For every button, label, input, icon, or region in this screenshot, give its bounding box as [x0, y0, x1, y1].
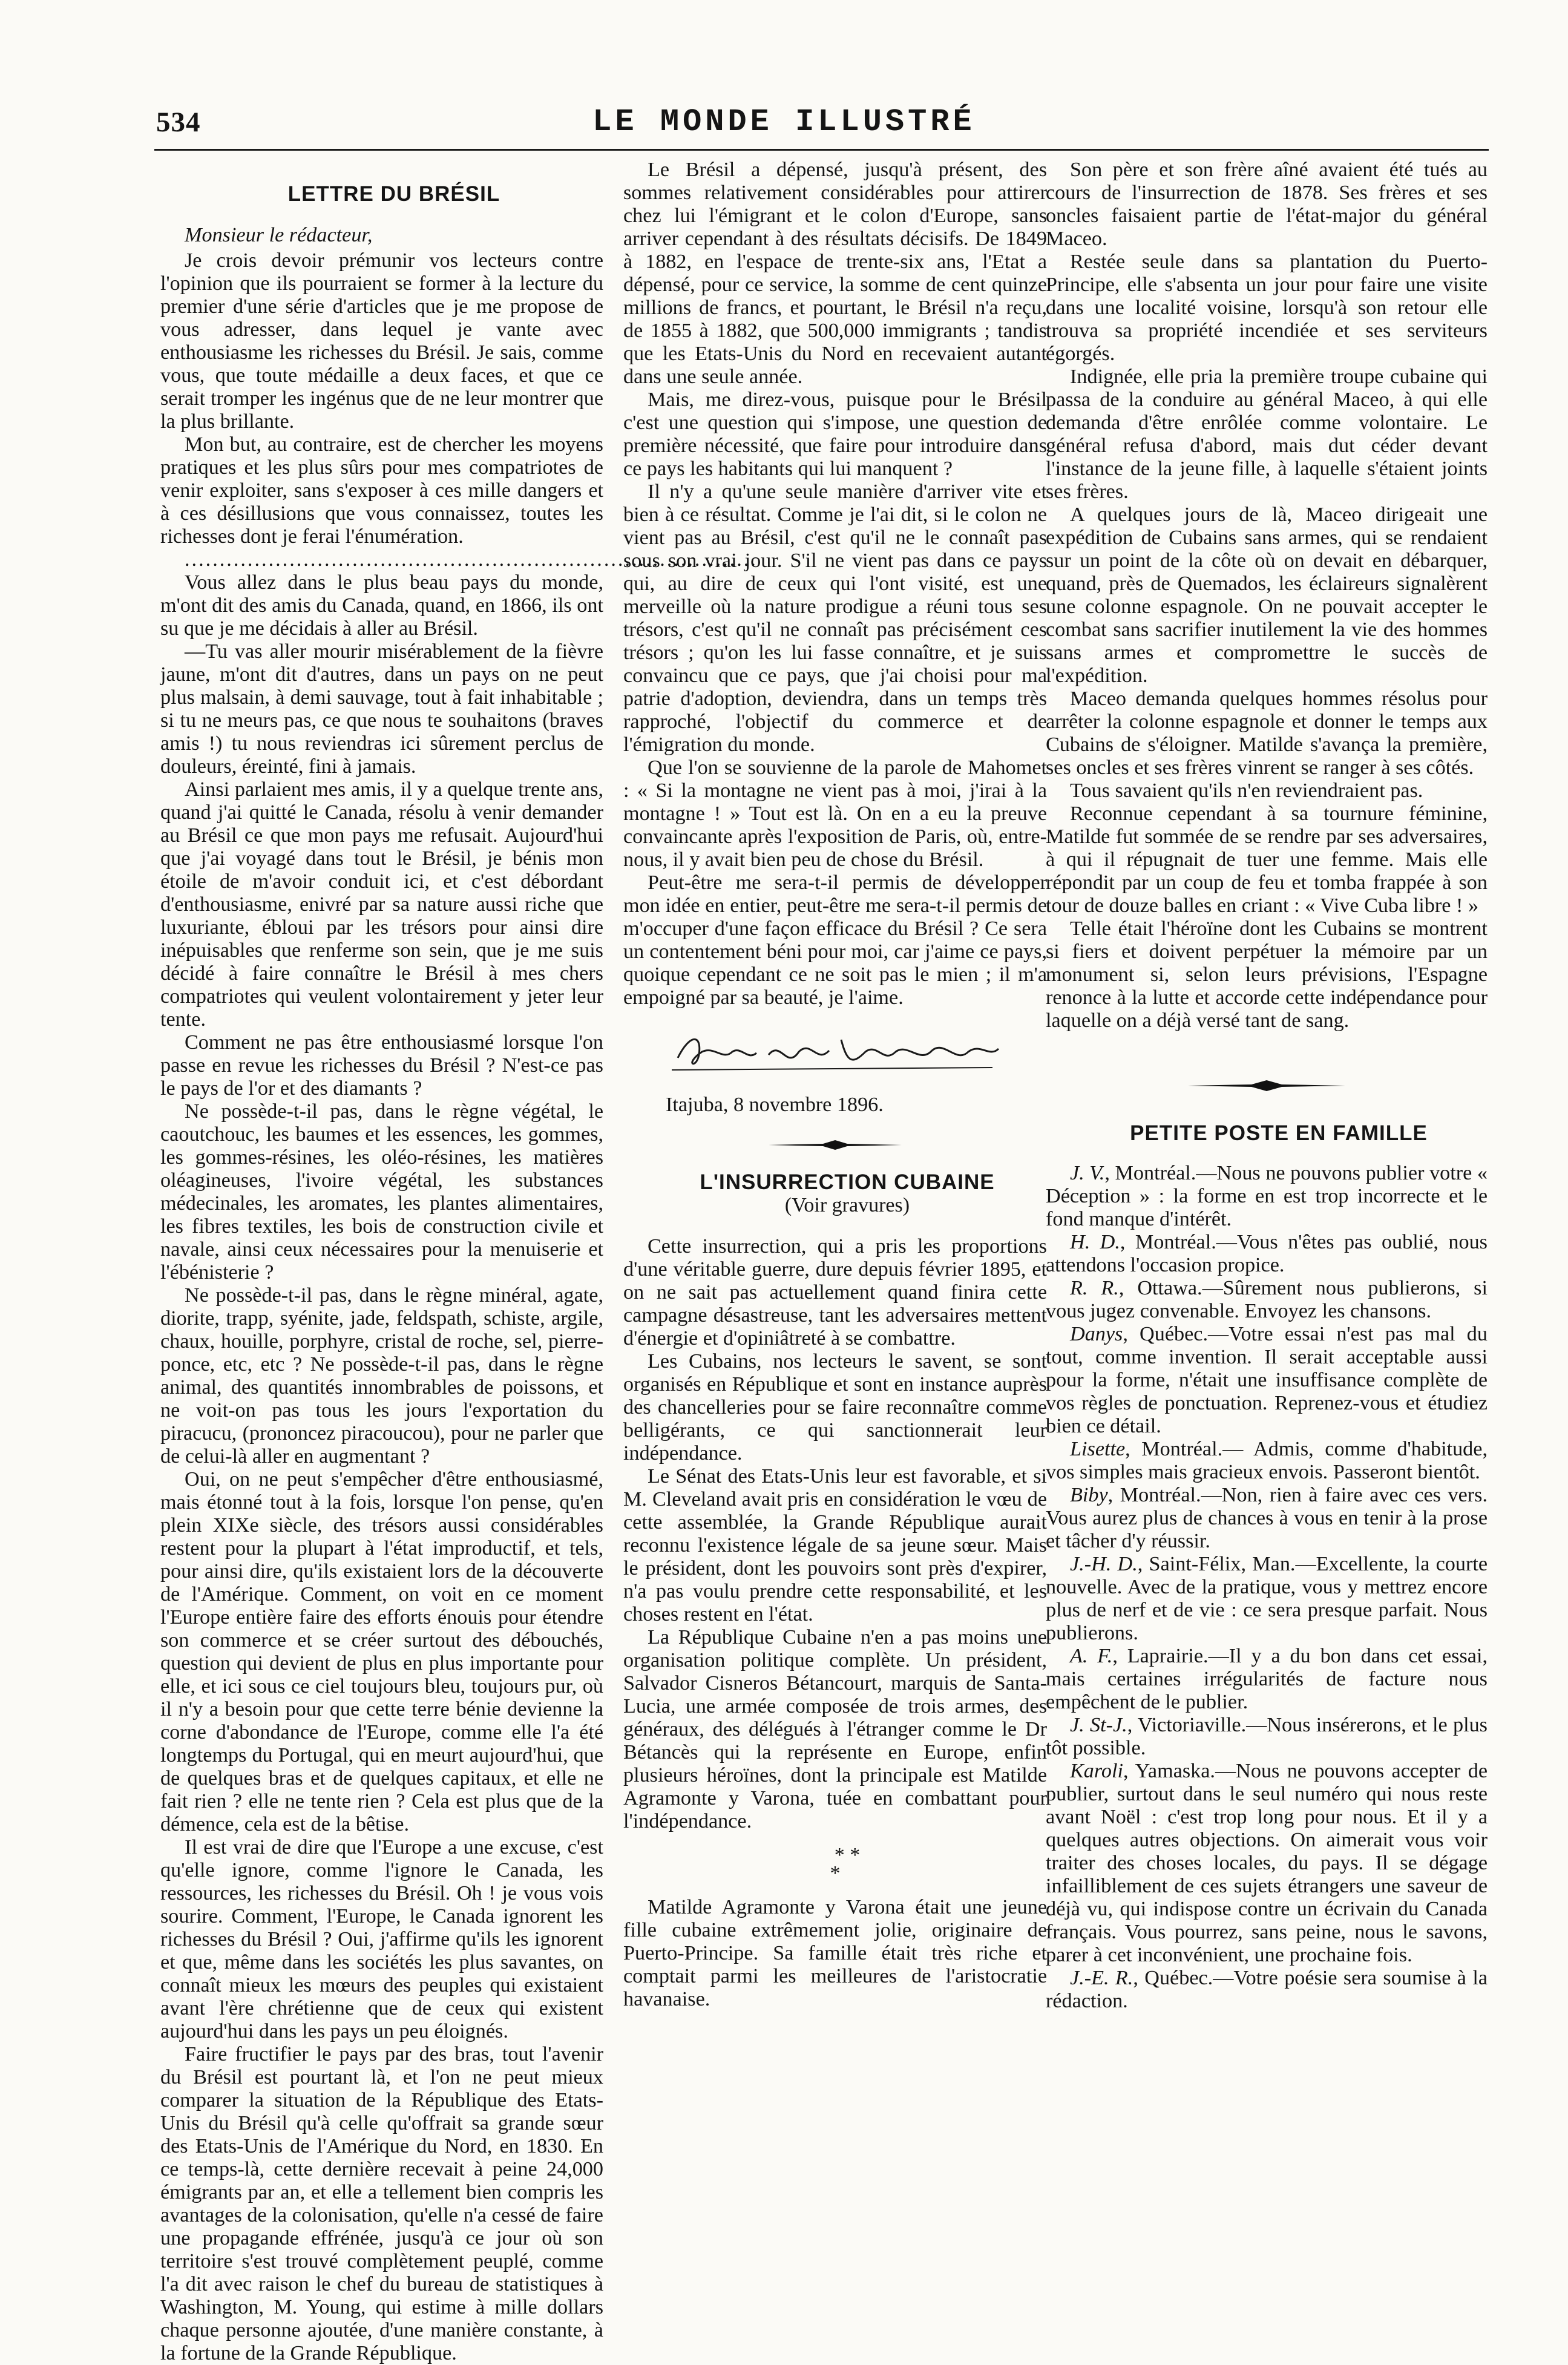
correspondent-name: Lisette — [1070, 1438, 1126, 1460]
reply-text: —Nous ne pouvons accepter de publier, surtout dans le seul numéro qui nous reste avant Noël : c'est trop long pour nous. Et il y a quelques autres objections. On aimerait vous voir traiter des choses locales, du pays. Il se dégage infailliblement de ces sujets étrangers une saveur de déjà vu, qui indispose contre un écrivain du Canada français. Vous pourrez, sans peine, nous le savons, parer à cet inconvénient, une prochaine fois. — [1046, 1760, 1488, 1966]
paragraph: Ne possède-t-il pas, dans le règne végétal, le caoutchouc, les baumes et les essences, les gommes, les gommes-résines, les oléo-résines, les matières oléagineuses, l'ivoire végétal, les substances médecinales, les aromates, les plantes alimentaires, les fibres textiles, les bois de construction civile et navale, ainsi ceux nécessaires pour la menuiserie et l'ébénisterie ? — [160, 1100, 603, 1284]
paragraph: Comment ne pas être enthousiasmé lorsque l'on passe en revue les richesses du Brésil ? N'est-ce pas le pays de l'or et des diamants ? — [160, 1031, 603, 1100]
dateline: Itajuba, 8 novembre 1896. — [666, 1094, 884, 1116]
correspondent-name: Karoli — [1070, 1760, 1124, 1782]
list-item — [1046, 1553, 1488, 1645]
list-item — [1046, 1277, 1488, 1323]
correspondent-place: , Montréal. — [1107, 1484, 1201, 1506]
list-item — [1046, 1323, 1488, 1438]
signature — [623, 1028, 1047, 1081]
paragraph: Telle était l'héroïne dont les Cubains se montrent si fiers et doivent perpétuer la mémoire par un monument si, selon leurs prévisions, l'Espagne renonce à la lutte et accorde cette indépendance pour laquelle on a déjà versé tant de sang. — [1046, 917, 1488, 1032]
paragraph: —Tu vas aller mourir misérablement de la fièvre jaune, m'ont dit d'autres, dans un pays on ne peut plus malsain, à demi sauvage, tout à fait inhabitable ; si tu ne meurs pas, ce que nous te souhaitons (braves amis !) tu nous reviendras ici sûrement perclus de douleurs, éreinté, fini à jamais. — [160, 640, 603, 778]
paragraph: Peut-être me sera-t-il permis de développer mon idée en entier, peut-être me sera-t-il permis de m'occuper d'une façon efficace du Brésil ? Ce sera un contentement béni pour moi, car j'aime ce pays, quoique cependant ce ne soit pas le mien ; il m'a empoigné par sa beauté, je l'aime. — [623, 871, 1047, 1009]
correspondent-place: , Montréal. — [1104, 1162, 1196, 1184]
reply-text: —Nous insérerons, et le plus tôt possible. — [1046, 1714, 1488, 1759]
paragraph: Mais, me direz-vous, puisque pour le Brésil c'est une question qui s'impose, une question de première nécessité, que faire pour introduire dans ce pays les habitants qui lui manquent ? — [623, 389, 1047, 480]
reply-text: —Votre essai n'est pas mal du tout, comme invention. Il serait acceptable aussi pour la forme, n'était une insuffisance complète de vos règles de ponctuation. Reprenez-vous et étudiez bien ce détail. — [1046, 1323, 1488, 1437]
correspondent-name: H. D. — [1070, 1231, 1120, 1253]
list-item — [1046, 1484, 1488, 1553]
list-item — [1046, 1714, 1488, 1760]
paragraph: Le Sénat des Etats-Unis leur est favorable, et si M. Cleveland avait pris en considération le vœu de cette assemblée, la Grande République aurait reconnu l'existence légale de sa jeune sœur. Mais le président, dont les pouvoirs sont près d'expirer, n'a pas voulu prendre cette responsabilité, et les choses restent en l'état. — [623, 1465, 1047, 1625]
paragraph: La République Cubaine n'en a pas moins une organisation politique complète. Un président, Salvador Cisneros Bétancourt, marquis de Santa-Lucia, une armée composée de trois armes, des généraux, des délégués à l'étranger comme le Dr Bétancès qui la représente en Europe, enfin plusieurs héroïnes, dont la principale est Matilde Agramonte y Varona, tuée en combattant pour l'indépendance. — [623, 1626, 1047, 1832]
correspondent-place: , Ottawa. — [1118, 1277, 1202, 1299]
paragraph: Il n'y a qu'une seule manière d'arriver vite et bien à ce résultat. Comme je l'ai dit, si le colon ne vient pas au Brésil, c'est qu'il ne le connaît pas sous son vrai jour. S'il ne vient pas dans ce pays qui, au dire de ceux qui l'ont visité, est une merveille où la nature prodigue a réuni tous ses trésors, c'est qu'il ne connaît pas précisément ces trésors ; qu'on les lui fasse connaître, et je suis convaincu que ce pays, que j'ai choisi pour ma patrie d'adoption, deviendra, dans un temps très rapproché, l'objectif du commerce et de l'émigration du monde. — [623, 481, 1047, 756]
reply-text: — Admis, comme d'habitude, vos simples mais gracieux envois. Passeront bientôt. — [1046, 1438, 1488, 1483]
correspondent-place: , Montréal. — [1120, 1231, 1216, 1253]
paragraph: Cette insurrection, qui a pris les proportions d'une véritable guerre, dure depuis février 1895, et on ne sait pas actuellement quand finira cette campagne désastreuse, tant les adversaires mettent d'énergie et d'opiniâtreté à se combattre. — [623, 1235, 1047, 1350]
paragraph: Que l'on se souvienne de la parole de Mahomet : « Si la montagne ne vient pas à moi, j'irai à la montagne ! » Tout est là. On en a eu la preuve convaincante après l'exposition de Paris, où, entre-nous, il y avait bien peu de chose du Brésil. — [623, 756, 1047, 871]
correspondent-name: Biby — [1070, 1484, 1108, 1506]
list-item — [1046, 1162, 1488, 1231]
list-item — [1046, 1645, 1488, 1714]
correspondent-name: R. R. — [1070, 1277, 1119, 1299]
column-1 — [160, 159, 758, 2365]
paragraph: Tous savaient qu'ils n'en reviendraient pas. — [1070, 779, 1423, 802]
paragraph: Vous allez dans le plus beau pays du monde, m'ont dit des amis du Canada, quand, en 1866, ils ont su que je me décidais à aller au Brésil. — [160, 571, 603, 640]
asterism: * * * — [830, 1844, 861, 1884]
signature-image — [666, 1028, 1005, 1076]
correspondent-name: A. F. — [1070, 1645, 1113, 1667]
correspondent-place: , Yamaska. — [1123, 1760, 1215, 1782]
column-3 — [1046, 159, 1488, 2013]
paragraph: Maceo demanda quelques hommes résolus pour arrêter la colonne espagnole et donner le temps aux Cubains de s'éloigner. Matilde s'avança la première, ses oncles et ses frères vinrent se ranger à ses côtés. — [1046, 687, 1488, 779]
paragraph: Ne possède-t-il pas, dans le règne minéral, agate, diorite, trapp, syénite, jade, feldspath, schiste, argile, chaux, houille, porphyre, cristal de roche, sel, pierre-ponce, etc, etc ? Ne possède-t-il pas, dans le règne animal, des quantités innombrables de poissons, et ne voit-on pas tous les jours l'exportation du piracucu, (prononcez piracoucou), pour ne parler que de celui-là aller en augmentant ? — [160, 1284, 603, 1468]
paragraph: Son père et son frère aîné avaient été tués au cours de l'insurrection de 1878. Ses frères et ses oncles faisaient partie de l'état-major du général Maceo. — [1046, 159, 1488, 250]
reply-text: —Il y a du bon dans cet essai, mais certaines irrégularités de facture nous empêchent de le publier. — [1046, 1645, 1488, 1713]
correspondent-name: J. St-J. — [1070, 1714, 1127, 1736]
correspondent-name: J.-E. R. — [1070, 1967, 1133, 1989]
list-item — [1046, 1438, 1488, 1484]
paragraph: Ainsi parlaient mes amis, il y a quelque trente ans, quand j'ai quitté le Canada, résolu à venir demander au Brésil ce que mon pays me refusait. Aujourd'hui que j'ai voyagé dans tout le Brésil, je bénis mon étoile de m'avoir conduit ici, et c'est débordant d'enthousiasme, enivré par sa nature aussi riche que luxuriante, ébloui par les trésors pour ainsi dire inépuisables que renferme son sein, que je me suis décidé à faire connaître le Brésil à mes chers compatriotes qui veulent volontairement y jeter leur tente. — [160, 778, 603, 1031]
correspondent-place: , Québec. — [1123, 1323, 1208, 1345]
paragraph: A quelques jours de là, Maceo dirigeait une expédition de Cubains sans armes, qui se rendaient sur un point de la côte où on devait en débarquer, quand, près de Quemados, les éclaireurs signalèrent une colonne espagnole. On ne pouvait accepter le combat sans sacrifier inutilement la vie des hommes sans armes et compromettre le succès de l'expédition. — [1046, 504, 1488, 687]
paragraph: Mon but, au contraire, est de chercher les moyens pratiques et les plus sûrs pour mes compatriotes de venir exploiter, sans s'exposer à ces mille dangers et à ces désillusions que vous connaissez, toutes les richesses dont je ferai l'énumération. — [160, 433, 603, 548]
paragraph: Matilde Agramonte y Varona était une jeune fille cubaine extrêmement jolie, originaire de Puerto-Principe. Sa famille était très riche et comptait parmi les meilleures de l'aristocratie havanaise. — [623, 1896, 1047, 2010]
paragraph: Il est vrai de dire que l'Europe a une excuse, c'est qu'elle ignore, comme l'ignore le Canada, les ressources, les richesses du Brésil. Oh ! je vous vois sourire. Comment, l'Europe, le Canada ignorent les richesses du Brésil ? Oui, j'affirme qu'ils les ignorent et que, même dans les sociétés les plus savantes, on connaît mieux les mœurs des peuples qui existaient avant l'ère chrétienne que de ceux qui existent aujourd'hui dans les pays un peu éloignés. — [160, 1836, 603, 2042]
list-item — [1046, 1231, 1488, 1277]
reply-text: —Sûrement nous publierons, si vous jugez convenable. Envoyez les chansons. — [1046, 1277, 1488, 1322]
salutation: Monsieur le rédacteur, — [185, 224, 373, 246]
correspondent-name: Danys — [1070, 1323, 1123, 1345]
paragraph: Les Cubains, nos lecteurs le savent, se sont organisés en République et sont en instance auprès des chancelleries pour se faire reconnaître comme belligérants, ce qui sanctionnerait leur indépendance. — [623, 1350, 1047, 1465]
dotted-separator: .................................................................................. — [185, 548, 758, 571]
list-item — [1046, 1967, 1488, 2013]
article-subtitle: (Voir gravures) — [784, 1194, 910, 1216]
reply-text: —Excellente, la courte nouvelle. Avec de la pratique, vous y mettrez encore plus de nerf et de vie : ce sera presque parfait. Nous publierons. — [1046, 1553, 1488, 1644]
paragraph: Faire fructifier le pays par des bras, tout l'avenir du Brésil est pourtant là, et l'on ne peut mieux comparer la situation de la République des Etats-Unis du Brésil qu'à celle qu'offrait sa grande sœur des Etats-Unis de l'Amérique du Nord, en 1830. En ce temps-là, cette dernière recevait à peine 24,000 émigrants par an, et elle a tellement bien compris les avantages de la colonisation, qu'elle n'a cessé de faire une propagande effrénée, jusqu'à ce jour où son territoire s'est trouvé complètement peuplé, comme l'a dit avec raison le chef du bureau de statistiques à Washington, M. Young, qui estime à mille dollars chaque personne ajoutée, d'une manière constante, à la fortune de la Grande République. — [160, 2043, 603, 2364]
paragraph: Le Brésil a dépensé, jusqu'à présent, des sommes relativement considérables pour attirer chez lui l'émigrant et le colon d'Europe, sans arriver cependant à des résultats décisifs. De 1849 à 1882, en l'espace de trente-six ans, l'Etat a dépensé, pour ce service, la somme de cent quinze millions de francs, et pourtant, le Brésil n'a reçu, de 1855 à 1882, que 500,000 immigrants ; tandis que les Etats-Unis du Nord en recevaient autant dans une seule année. — [623, 159, 1047, 388]
column-2 — [623, 159, 1047, 2011]
header-rule — [154, 149, 1489, 151]
list-item — [1046, 1760, 1488, 1967]
reply-text: —Vous n'êtes pas oublié, nous attendons l'occasion propice. — [1046, 1231, 1488, 1276]
poste-entries — [1046, 1162, 1488, 2013]
section-ornament — [1046, 1075, 1488, 1098]
correspondent-place: , Saint-Félix, Man. — [1137, 1553, 1296, 1575]
correspondent-name: J. V. — [1070, 1162, 1105, 1184]
correspondent-place: , Laprairie. — [1112, 1645, 1209, 1667]
page-number: 534 — [156, 107, 201, 138]
article-title-lettre: LETTRE DU BRÉSIL — [287, 182, 500, 206]
correspondent-place: , Victoriaville. — [1127, 1714, 1247, 1736]
reply-text: —Votre poésie sera soumise à la rédaction. — [1046, 1967, 1488, 2012]
correspondent-place: , Montréal. — [1125, 1438, 1223, 1460]
article-title-insurrection: L'INSURRECTION CUBAINE — [700, 1170, 995, 1194]
reply-text: —Nous ne pouvons publier votre « Déception » : la forme en est trop incorrecte et le fond manque d'intérêt. — [1046, 1162, 1488, 1230]
paragraph: Oui, on ne peut s'empêcher d'être enthousiasmé, mais étonné tout à la fois, lorsque l'on pense, qu'en plein XIXe siècle, des trésors aussi considérables restent pour la plupart à l'état improductif, et tels, pour ainsi dire, qu'ils existaient lors de la découverte de l'Amérique. Comment, on voit en ce moment l'Europe entière faire des efforts énouis pour étendre son commerce et se créer surtout des débouchés, question qui devient de plus en plus importante pour elle, et ici sous ce ciel toujours bleu, toujours pur, où il n'y a besoin pour que cette terre bénie devienne la corne d'abondance de l'Europe, comme elle l'a été longtemps du Portugal, qui en meurt aujourd'hui, que de quelques bras et de quelques capitaux, et elle ne fait rien ? elle ne tente rien ? Cela est plus que de la démence, cela est de la bêtise. — [160, 1468, 603, 1835]
correspondent-name: J.-H. D. — [1070, 1553, 1138, 1575]
paragraph: Indignée, elle pria la première troupe cubaine qui passa de la conduire au général Maceo, à qui elle demanda d'être enrôlée comme volontaire. Le général refusa d'abord, mais dut céder devant l'instance de la jeune fille, à laquelle s'étaient joints ses frères. — [1046, 366, 1488, 503]
paragraph: Je crois devoir prémunir vos lecteurs contre l'opinion que ils pourraient se former à la lecture du premier d'une série d'articles que je me propose de vous adresser, dans lequel je vante avec enthousiasme les richesses du Brésil. Je sais, comme vous, que toute médaille a deux faces, et que ce serait tromper les ingénus que de ne leur montrer que la plus brillante. — [160, 249, 603, 433]
reply-text: —Non, rien à faire avec ces vers. Vous aurez plus de chances à vous en tenir à la prose et tâcher d'y réussir. — [1046, 1484, 1488, 1552]
masthead-title: LE MONDE ILLUSTRÉ — [592, 104, 976, 140]
correspondent-place: , Québec. — [1133, 1967, 1213, 1989]
paragraph: Restée seule dans sa plantation du Puerto-Principe, elle s'absenta un jour pour faire une visite dans une localité voisine, lorsqu'à son retour elle trouva sa propriété incendiée et ses serviteurs égorgés. — [1046, 251, 1488, 365]
article-title-poste: PETITE POSTE EN FAMILLE — [1130, 1121, 1428, 1145]
section-ornament — [623, 1133, 1047, 1156]
paragraph: Reconnue cependant à sa tournure féminine, Matilde fut sommée de se rendre par ses adversaires, à qui il répugnait de tuer une femme. Mais elle répondit par un coup de feu et tomba frappée à son tour de douze balles en criant : « Vive Cuba libre ! » — [1046, 802, 1488, 917]
